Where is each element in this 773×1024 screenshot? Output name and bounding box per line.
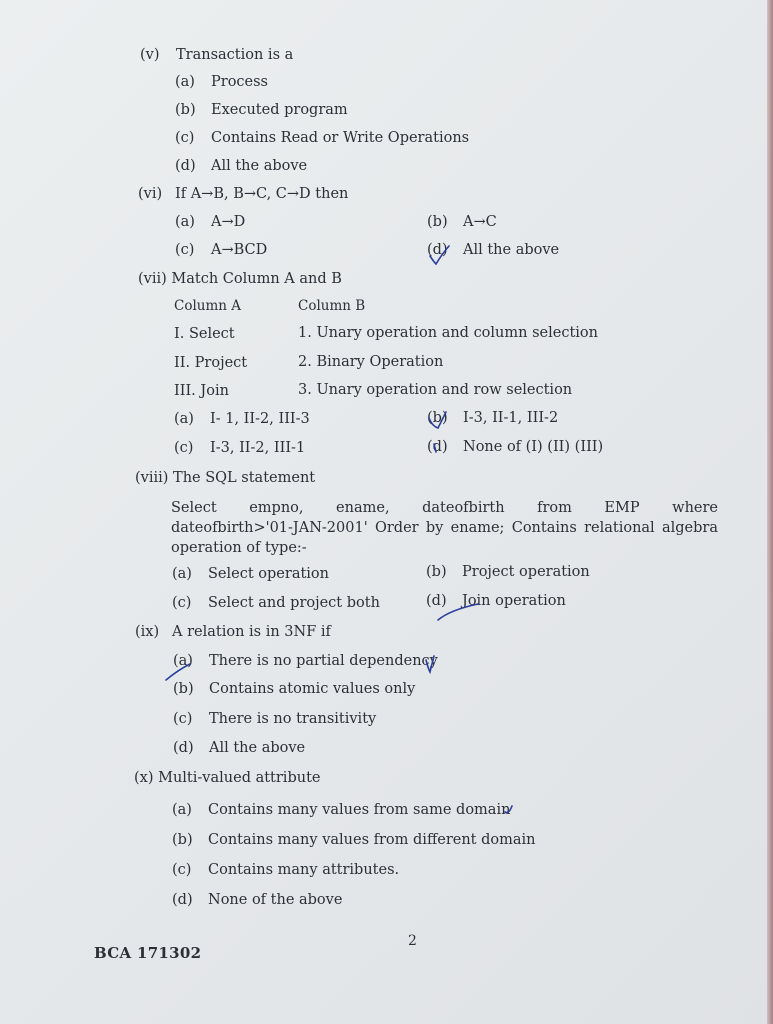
option-text: A→D (211, 214, 246, 230)
option-viii-b (426, 564, 590, 580)
option-vii-b (427, 410, 558, 426)
option-viii-a (172, 566, 329, 582)
option-label: (c) (174, 440, 194, 456)
column-a-header: Column A (174, 298, 242, 314)
option-label: (d) (426, 593, 447, 609)
paper-code: BCA 171302 (94, 944, 202, 962)
option-label: (d) (175, 158, 196, 174)
question-number: (ix) (135, 624, 160, 640)
option-ix-d (173, 740, 305, 756)
sql-line: operation of type:- (171, 540, 307, 556)
option-label: (a) (175, 214, 195, 230)
option-text: All the above (463, 242, 560, 258)
option-vi-a (175, 214, 245, 230)
option-x-b (172, 832, 536, 848)
question-text: A relation is in 3NF if (172, 624, 331, 640)
option-label: (c) (172, 595, 192, 611)
option-text: Select and project both (208, 595, 380, 611)
option-text: Contains Read or Write Operations (211, 130, 470, 146)
option-vi-d (427, 242, 559, 258)
option-text: All the above (209, 740, 306, 756)
option-label: (a) (172, 566, 192, 582)
option-text: All the above (211, 158, 308, 174)
option-text: I-3, II-2, III-1 (210, 440, 306, 456)
page-number: 2 (408, 933, 417, 949)
column-b-header: Column B (298, 298, 366, 314)
option-text: Process (211, 74, 269, 90)
option-ix-c (173, 711, 376, 727)
option-text: Executed program (211, 102, 348, 118)
option-label: (c) (173, 711, 193, 727)
option-label: (c) (175, 130, 195, 146)
option-ix-b (173, 681, 415, 697)
option-label: (d) (427, 439, 448, 455)
option-label: (c) (172, 862, 192, 878)
option-text: Project operation (462, 564, 590, 580)
option-text: Contains atomic values only (209, 681, 416, 697)
option-v-b (175, 102, 348, 118)
option-label: (b) (172, 832, 193, 848)
question-number: (vi) (138, 186, 163, 202)
option-text: None of the above (208, 892, 343, 908)
option-label: (c) (175, 242, 195, 258)
option-text: A→BCD (211, 242, 268, 258)
option-viii-c (172, 595, 380, 611)
question-number: (vii) (138, 271, 167, 287)
question-vii (138, 271, 342, 287)
question-ix (135, 624, 331, 640)
option-text: Select operation (208, 566, 329, 582)
question-text: The SQL statement (173, 470, 316, 486)
option-label: (b) (427, 214, 448, 230)
column-b-item: 3. Unary operation and row selection (298, 382, 573, 398)
option-text: I- 1, II-2, III-3 (210, 411, 310, 427)
question-text: Multi-valued attribute (158, 770, 321, 786)
option-label: (b) (173, 681, 194, 697)
option-text: None of (I) (II) (III) (463, 439, 604, 455)
question-text: If A→B, B→C, C→D then (175, 186, 349, 202)
question-x (134, 770, 320, 786)
question-number: (x) (134, 770, 154, 786)
option-v-a (175, 74, 268, 90)
sql-line: Select empno, ename, dateofbirth from EMP where (171, 500, 718, 516)
option-label: (a) (173, 653, 193, 669)
paper-edge (767, 0, 773, 1024)
question-vi (138, 186, 348, 202)
option-text: Contains many attributes. (208, 862, 400, 878)
option-vii-a (174, 411, 310, 427)
column-a-item: III. Join (174, 383, 229, 399)
option-v-c (175, 130, 469, 146)
question-number: (v) (140, 47, 160, 63)
question-v (140, 47, 293, 63)
question-number: (viii) (135, 470, 169, 486)
option-x-a (172, 802, 510, 818)
option-label: (d) (173, 740, 194, 756)
option-label: (a) (172, 802, 192, 818)
sql-statement (171, 498, 718, 558)
question-text: Match Column A and B (171, 271, 342, 287)
option-vi-b (427, 214, 497, 230)
question-text: Transaction is a (176, 47, 294, 63)
option-label: (d) (427, 242, 448, 258)
option-text: Contains many values from different domain (208, 832, 536, 848)
option-text: There is no partial dependency (209, 653, 438, 669)
column-b-item: 1. Unary operation and column selection (298, 325, 598, 341)
column-a-item: II. Project (174, 355, 248, 371)
question-viii (135, 470, 315, 486)
column-b-item: 2. Binary Operation (298, 354, 444, 370)
option-v-d (175, 158, 307, 174)
option-x-c (172, 862, 399, 878)
option-label: (b) (426, 564, 447, 580)
option-vii-c (174, 440, 305, 456)
option-text: Contains many values from same domain (208, 802, 511, 818)
option-vii-d (427, 439, 603, 455)
option-text: Join operation (462, 593, 566, 609)
option-viii-d (426, 593, 566, 609)
option-text: I-3, II-1, III-2 (463, 410, 559, 426)
option-label: (b) (175, 102, 196, 118)
column-a-item: I. Select (174, 326, 235, 342)
option-label: (d) (172, 892, 193, 908)
option-text: A→C (463, 214, 497, 230)
option-label: (a) (174, 411, 194, 427)
option-label: (b) (427, 410, 448, 426)
option-label: (a) (175, 74, 195, 90)
option-ix-a (173, 653, 438, 669)
option-vi-c (175, 242, 267, 258)
sql-line: dateofbirth>'01-JAN-2001' Order by ename; Contains relational algebra (171, 520, 718, 536)
option-x-d (172, 892, 342, 908)
option-text: There is no transitivity (209, 711, 377, 727)
